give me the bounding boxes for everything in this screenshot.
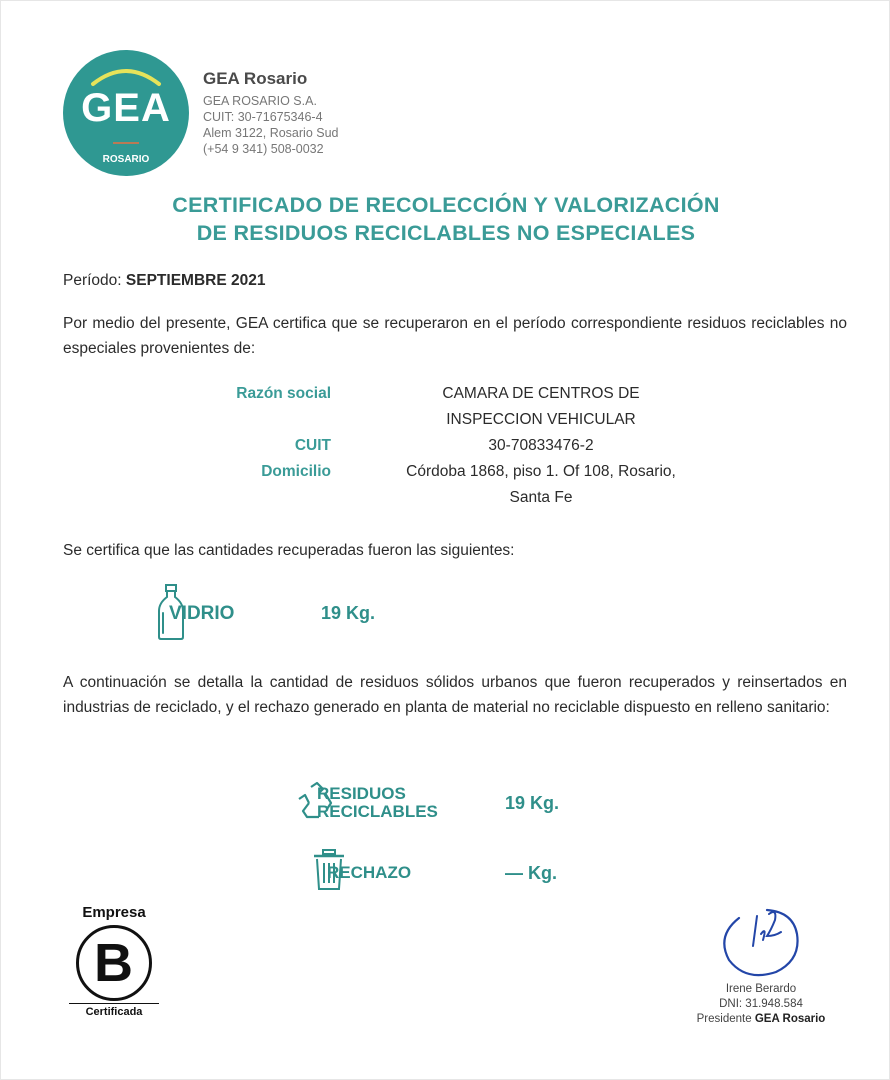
vidrio-label: VIDRIO [169,603,235,624]
razon-label: Razón social [236,385,331,402]
period-label: Período: [63,272,122,289]
reciclables-label [317,785,438,821]
signer-dni: DNI: 31.948.584 [719,998,803,1010]
logo-sub-text: ROSARIO [102,154,150,165]
company-address: Alem 3122, Rosario Sud [203,126,339,140]
handwritten-signature [661,896,861,982]
domicilio-line-1: Córdoba 1868, piso 1. Of 108, Rosario, [406,463,676,480]
company-info [203,69,523,157]
signer-role [661,1012,861,1027]
reciclables-label-line-1: RESIDUOS [317,784,406,803]
signature-block [661,896,861,1027]
period [63,272,265,290]
intro-paragraph: Por medio del presente, GEA certifica que se recuperaron en el período correspondiente residuos reciclables no especiales provenientes de: [63,315,847,357]
b-corp-circle [76,925,152,1001]
gea-logo [63,50,189,176]
company-cuit: CUIT: 30-71675346-4 [203,110,323,124]
client-razon-row [171,381,731,433]
period-value: SEPTIEMBRE 2021 [125,272,266,289]
material-rechazo [311,849,591,893]
quantities-paragraph: Se certifica que las cantidades recuperadas fueron las siguientes: [63,542,515,559]
document-title [41,191,851,247]
signer-name: Irene Berardo [725,983,797,995]
vidrio-value: 19 Kg. [321,603,376,623]
b-corp-letter: B [94,933,133,993]
reciclables-value: 19 Kg. [505,793,560,813]
title-line-2: DE RESIDUOS RECICLABLES NO ESPECIALES [196,221,696,245]
company-name: GEA Rosario [203,69,308,88]
reciclables-label-line-2: RECICLABLES [317,802,438,821]
b-corp-bottom-text: Certificada [69,1003,159,1018]
razon-line-1: CAMARA DE CENTROS DE [442,385,640,402]
rechazo-label: RECHAZO [327,863,412,882]
title-line-1: CERTIFICADO DE RECOLECCIÓN Y VALORIZACIÓN [172,193,720,217]
rechazo-value: — Kg. [505,863,557,883]
client-info [171,381,731,511]
material-vidrio [156,583,416,643]
signer-role-prefix: Presidente [696,1013,752,1025]
logo-main-text: GEA [81,86,171,130]
detail-paragraph: A continuación se detalla la cantidad de residuos sólidos urbanos que fueron recuperados y reinsertados en industrias de reciclado, y el rechazo generado en planta de material no reciclable dispuesto en relleno sanitario: [63,674,847,716]
material-reciclables [297,781,587,829]
b-corp-top-text: Empresa [82,904,146,921]
signer-role-company: GEA Rosario [754,1013,826,1025]
company-phone: (+54 9 341) 508-0032 [203,142,324,156]
razon-line-2: INSPECCION VEHICULAR [446,411,636,428]
company-legal-name: GEA ROSARIO S.A. [203,94,317,108]
b-corp-badge [69,904,159,1018]
client-cuit-row [171,433,731,459]
cuit-value: 30-70833476-2 [488,437,594,454]
client-domicilio-row [171,459,731,511]
domicilio-line-2: Santa Fe [509,489,573,506]
domicilio-label: Domicilio [261,463,331,480]
cuit-label: CUIT [294,437,331,454]
